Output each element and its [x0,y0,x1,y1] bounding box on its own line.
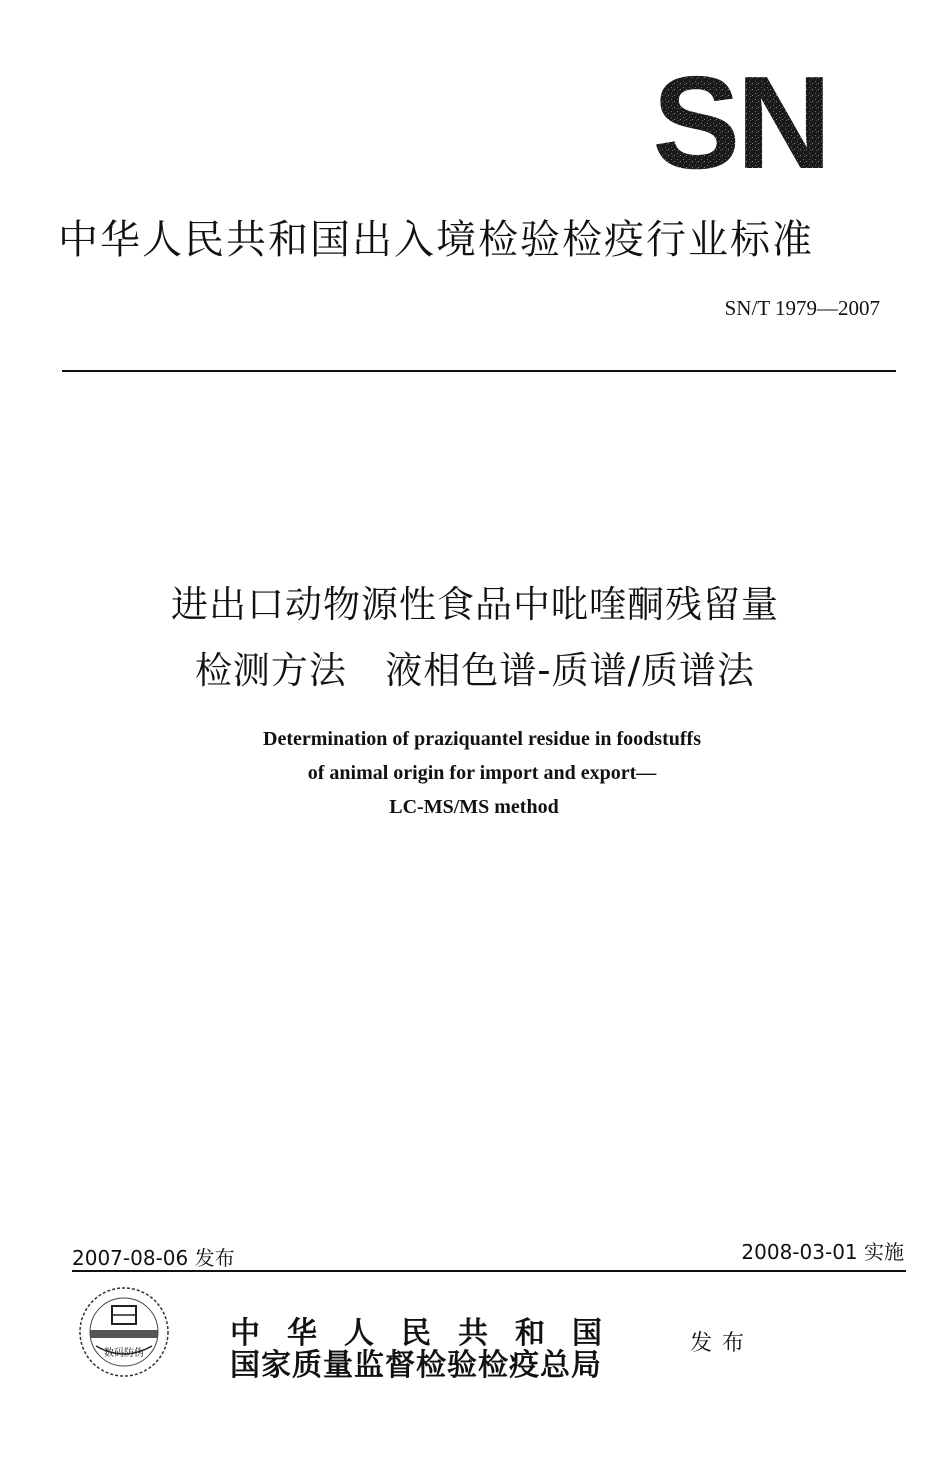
standard-number: SN/T 1979—2007 [724,296,880,320]
issuer-agency: 国家质量监督检验检疫总局 [230,1348,602,1383]
issuer-country: 中华人民共和国 [230,1316,629,1351]
seal-text: 数码防伪 [104,1348,144,1359]
standard-category-title: 中华人民共和国出入境检验检疫行业标准 [58,217,814,263]
chinese-title-line-2: 检测方法 液相色谱-质谱/质谱法 [194,649,756,692]
english-title-line-2: of animal origin for import and export— [307,762,657,784]
english-title-line-3: LC-MS/MS method [389,796,559,818]
issue-date: 2007-08-06 发布 [72,1246,235,1270]
anti-counterfeit-seal-icon [76,1284,172,1380]
bottom-divider [72,1270,906,1272]
sn-logo-text: SN [652,68,828,172]
sn-logo [640,68,840,172]
publish-label: 发布 [690,1331,755,1356]
chinese-title-line-1: 进出口动物源性食品中吡喹酮残留量 [171,583,779,626]
implementation-date: 2008-03-01 实施 [741,1240,904,1264]
top-divider [62,370,896,372]
english-title-line-1: Determination of praziquantel residue in foodstuffs [263,728,701,750]
